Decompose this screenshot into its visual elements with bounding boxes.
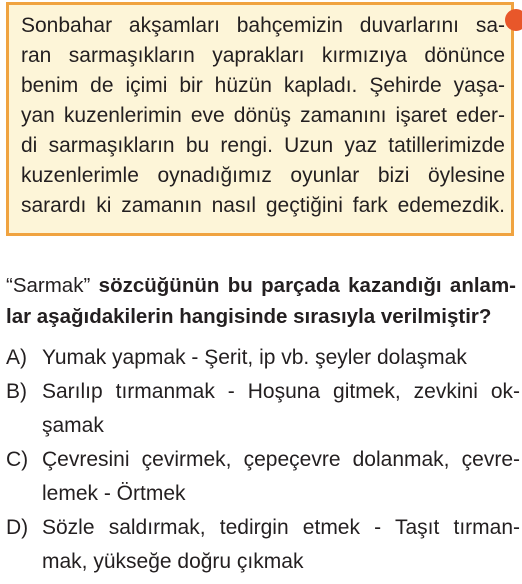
option-b[interactable] [6, 375, 520, 443]
question-line-1 [6, 270, 516, 301]
question-marker-icon [505, 9, 522, 31]
passage-line: sarardı ki zamanın nasıl geçtiğini fark edemezdik. [21, 194, 505, 217]
passage-line: di sarmaşıkların bu rengi. Uzun yaz tatillerimizde [21, 134, 505, 157]
option-text: Sarılıp tırmanmak - Hoşuna gitmek, zevkini ok- [42, 380, 520, 403]
option-text: Çevresini çevirmek, çepeçevre dolanmak, çevre- [42, 448, 520, 471]
passage-box [6, 2, 514, 236]
option-d[interactable] [6, 511, 520, 579]
option-letter: A) [6, 346, 27, 369]
question-stem [6, 270, 516, 332]
option-text: mak, yükseğe doğru çıkmak [42, 550, 304, 573]
option-text: lemek - Örtmek [42, 482, 186, 505]
passage-line: Sonbahar akşamları bahçemizin duvarlarını sa- [21, 14, 505, 37]
question-line-2 [6, 301, 516, 332]
option-text: şamak [42, 414, 104, 437]
passage-line: yan kuzenlerimin eve dönüş zamanını işaret eder- [21, 104, 505, 127]
quoted-word: “Sarmak” [6, 274, 91, 297]
option-text: Yumak yapmak - Şerit, ip vb. şeyler dolaşmak [42, 346, 467, 369]
option-text: Sözle saldırmak, tedirgin etmek - Taşıt tırman- [42, 516, 520, 539]
passage-line: kuzenlerimle oynadığımız oyunlar bizi öylesine [21, 164, 505, 187]
option-letter: B) [6, 380, 27, 403]
option-c[interactable] [6, 443, 520, 511]
option-letter: D) [6, 516, 29, 539]
question-text: sözcüğünün bu parçada kazandığı anlam- [98, 274, 516, 297]
passage-line: ran sarmaşıkların yaprakları kırmızıya dönünce [21, 44, 505, 67]
option-a[interactable] [6, 341, 520, 375]
answer-options [6, 341, 520, 579]
passage-line: benim de içimi bir hüzün kapladı. Şehirde yaşa- [21, 74, 505, 97]
option-letter: C) [6, 448, 29, 471]
question-text: lar aşağıdakilerin hangisinde sırasıyla verilmiştir? [6, 305, 492, 328]
